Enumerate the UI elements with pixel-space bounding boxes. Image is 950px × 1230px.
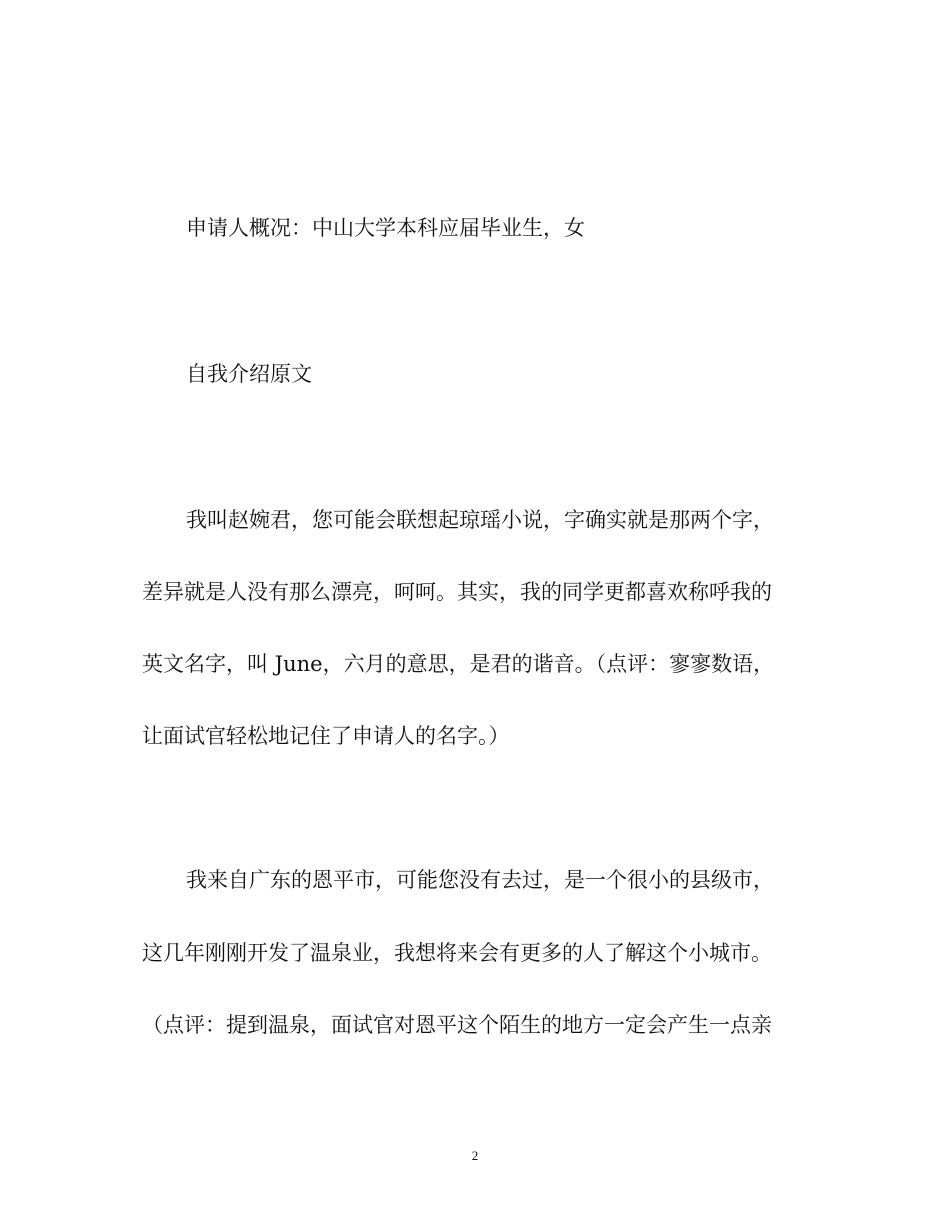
page-number: 2 [471,1148,479,1163]
paragraph-2-line-3: （点评：提到温泉，面试官对恩平这个陌生的地方一定会产生一点亲 [142,1013,772,1037]
paragraph-1-line-4: 让面试官轻松地记住了申请人的名字。） [142,724,510,748]
applicant-summary: 申请人概况：中山大学本科应届毕业生，女 [186,216,585,240]
paragraph-1-line-2: 差异就是人没有那么漂亮，呵呵。其实，我的同学更都喜欢称呼我的 [142,580,772,604]
section-heading: 自我介绍原文 [186,362,312,386]
paragraph-2-line-1: 我来自广东的恩平市，可能您没有去过，是一个很小的县级市， [186,868,774,892]
paragraph-2-line-2: 这几年刚刚开发了温泉业，我想将来会有更多的人了解这个小城市。 [142,941,772,965]
paragraph-1-line-3: 英文名字，叫 June，六月的意思，是君的谐音。（点评：寥寥数语， [142,652,775,676]
paragraph-1-line-1: 我叫赵婉君，您可能会联想起琼瑶小说，字确实就是那两个字， [186,508,774,532]
